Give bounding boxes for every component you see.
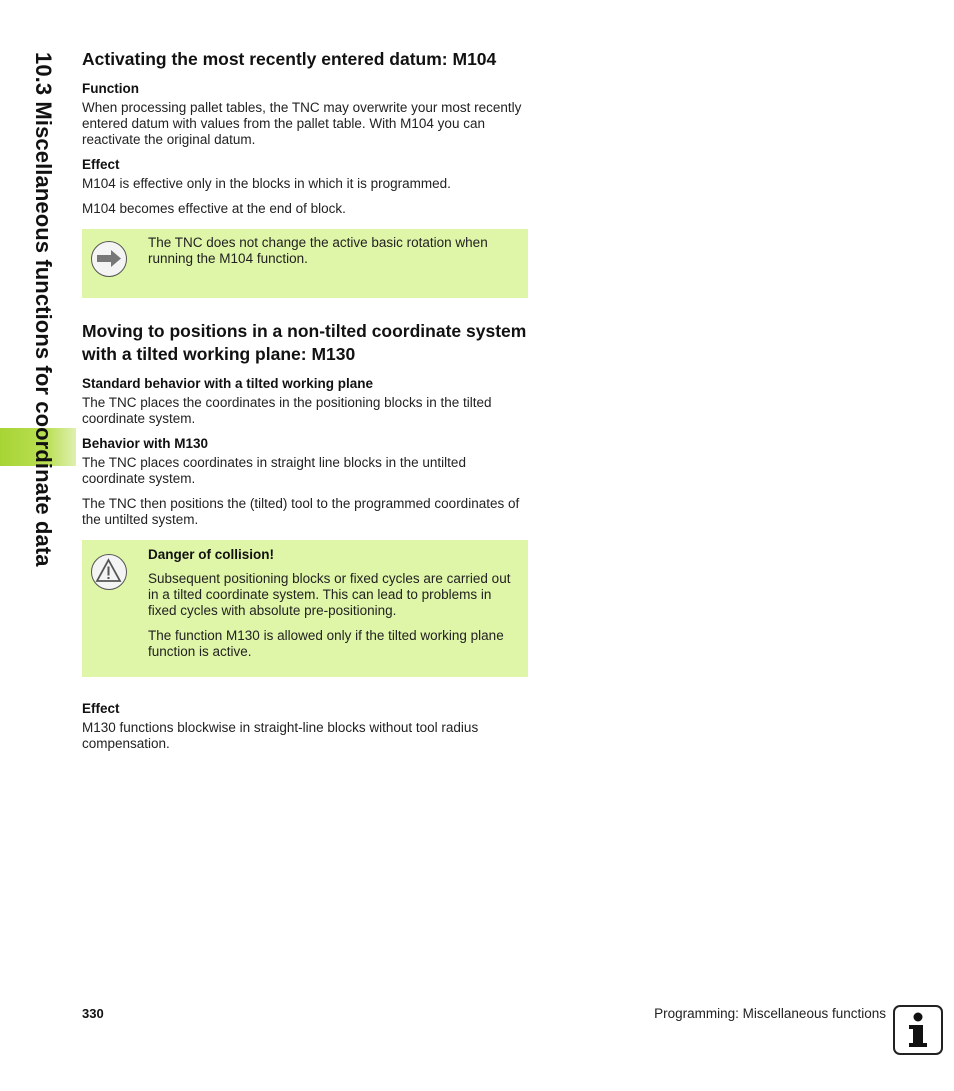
behavior-text-1: The TNC places coordinates in straight line blocks in the untilted coordinate system.: [82, 455, 466, 486]
section-heading-m130: Moving to positions in a non-tilted coordinate system with a tilted working plane: M130: [82, 321, 527, 364]
function-text: When processing pallet tables, the TNC may overwrite your most recently entered datum with values from the pallet table. With M104 you can reactivate the original datum.: [82, 100, 522, 147]
main-content: [82, 48, 528, 761]
chapter-title: Programming: Miscellaneous functions: [654, 1006, 886, 1021]
warning-text-1: Subsequent positioning blocks or fixed cycles are carried out in a tilted coordinate system. This can lead to problems in fixed cycles with absolute pre-positioning.: [148, 571, 511, 618]
subheading-effect-m104: Effect: [82, 157, 120, 172]
subheading-behavior-m130: Behavior with M130: [82, 436, 209, 451]
effect-text-1: M104 is effective only in the blocks in which it is programmed.: [82, 176, 451, 191]
info-icon: [893, 1005, 943, 1055]
warning-triangle-icon: [91, 554, 127, 590]
standard-behavior-text: The TNC places the coordinates in the positioning blocks in the tilted coordinate system.: [82, 395, 492, 426]
warning-title: Danger of collision!: [148, 547, 275, 562]
page-number: 330: [82, 1006, 104, 1021]
subheading-function: Function: [82, 81, 139, 96]
vertical-section-title: 10.3 Miscellaneous functions for coordinate data: [31, 52, 56, 567]
effect-text-2: M104 becomes effective at the end of block.: [82, 201, 346, 216]
subheading-standard-behavior: Standard behavior with a tilted working plane: [82, 376, 374, 391]
note-box: [82, 229, 528, 298]
behavior-text-2: The TNC then positions the (tilted) tool to the programmed coordinates of the untilted system.: [82, 496, 520, 527]
arrow-right-icon: [91, 241, 127, 277]
section-heading-m104: Activating the most recently entered datum: M104: [82, 49, 497, 69]
effect-text-m130: M130 functions blockwise in straight-line blocks without tool radius compensation.: [82, 720, 479, 751]
warning-text-2: The function M130 is allowed only if the tilted working plane function is active.: [148, 628, 504, 659]
note-text: The TNC does not change the active basic rotation when running the M104 function.: [148, 235, 488, 266]
warning-box: [82, 540, 528, 677]
subheading-effect-m130: Effect: [82, 701, 120, 716]
